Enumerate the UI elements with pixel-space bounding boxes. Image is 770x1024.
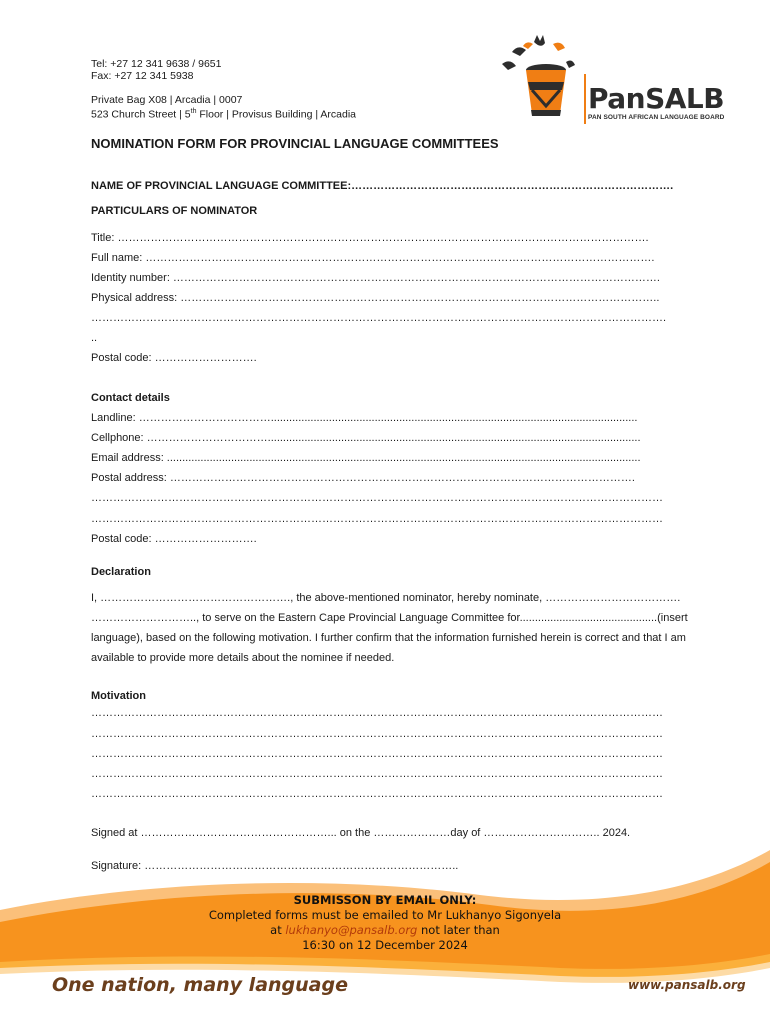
title-field[interactable]: Title: ……………………………………………………………………………………………………………………………….	[91, 232, 649, 244]
postal-address-cont-2[interactable]: …………………………………………………………………………………………………………………………………………	[91, 513, 663, 525]
contact-heading: Contact details	[91, 392, 170, 404]
logo-subtitle: PAN SOUTH AFRICAN LANGUAGE BOARD	[588, 114, 725, 121]
header-contact	[91, 58, 222, 82]
signed-at-field[interactable]: Signed at ……………………………………………... on the …………………day of ………………………….. 2024.	[91, 827, 631, 839]
street-address: 523 Church Street | 5th Floor | Provisus Building | Arcadia	[91, 108, 356, 121]
header-address	[91, 94, 356, 121]
submission-email-link[interactable]: lukhanyo@pansalb.org	[285, 923, 418, 937]
submission-deadline: 16:30 on 12 December 2024	[302, 938, 468, 952]
motivation-line[interactable]: …………………………………………………………………………………………………………………………………………	[91, 748, 663, 760]
submission-notice	[0, 893, 770, 953]
submission-line-1: Completed forms must be emailed to Mr Lukhanyo Sigonyela	[208, 908, 562, 922]
postal-address: Private Bag X08 | Arcadia | 0007	[91, 94, 243, 106]
postal-address-cont-1[interactable]: …………………………………………………………………………………………………………………………………………	[91, 492, 663, 504]
cellphone-field[interactable]: Cellphone: ……………………………..........................................................................................................................	[91, 432, 641, 444]
motivation-line[interactable]: …………………………………………………………………………………………………………………………………………	[91, 728, 663, 740]
motivation-heading: Motivation	[91, 690, 146, 702]
page-title: NOMINATION FORM FOR PROVINCIAL LANGUAGE COMMITTEES	[91, 136, 499, 151]
physical-address-dots: ..	[91, 332, 98, 344]
full-name-field[interactable]: Full name: ………………………………………………………………………………………………………………………….	[91, 252, 655, 264]
committee-name-field[interactable]: NAME OF PROVINCIAL LANGUAGE COMMITTEE:…………………………………………………………………………….	[91, 180, 674, 192]
fax: Fax: +27 12 341 5938	[91, 70, 194, 82]
footer-website-link[interactable]: www.pansalb.org	[628, 978, 746, 992]
motivation-line[interactable]: …………………………………………………………………………………………………………………………………………	[91, 788, 663, 800]
postal-address-field[interactable]: Postal address: ……………………………………………………………………………………………………………….	[91, 472, 635, 484]
declaration-line-1[interactable]: I, ……………………………………………., the above-mentioned nominator, hereby nominate, ……………………………….	[91, 592, 681, 604]
physical-address-field[interactable]: Physical address: …………………………………………………………………………………………………………………..	[91, 292, 660, 304]
declaration-line-4: available to provide more details about the nominee if needed.	[91, 652, 395, 664]
landline-field[interactable]: Landline: ………………………………........................................................................................................................	[91, 412, 638, 424]
signature-field[interactable]: Signature: …………………………………………………………………………..	[91, 860, 459, 872]
footer-tagline: One nation, many language	[52, 974, 348, 996]
submission-title: SUBMISSON BY EMAIL ONLY:	[293, 893, 477, 907]
email-field[interactable]: Email address: ...........................................................................................................................................................	[91, 452, 641, 464]
postal-code-field[interactable]: Postal code: ……………………….	[91, 352, 257, 364]
telephone: Tel: +27 12 341 9638 / 9651	[91, 58, 222, 70]
identity-number-field[interactable]: Identity number: …………………………………………………………………………………………………………………….	[91, 272, 660, 284]
motivation-line[interactable]: …………………………………………………………………………………………………………………………………………	[91, 707, 663, 719]
logo-wordmark: PanSALB	[588, 82, 725, 115]
declaration-line-3: language), based on the following motivation. I further confirm that the information furnished herein is correct and that I am	[91, 632, 686, 644]
physical-address-cont[interactable]: ………………………………………………………………………………………………………………………………………….	[91, 312, 667, 324]
submission-line-2: at lukhanyo@pansalb.org not later than	[270, 923, 500, 937]
declaration-heading: Declaration	[91, 566, 151, 578]
motivation-line[interactable]: …………………………………………………………………………………………………………………………………………	[91, 768, 663, 780]
particulars-heading: PARTICULARS OF NOMINATOR	[91, 205, 258, 217]
declaration-line-2[interactable]: ……………………….., to serve on the Eastern Cape Provincial Language Committee for.............................................(insert	[91, 612, 688, 624]
postal-code-field-2[interactable]: Postal code: ……………………….	[91, 533, 257, 545]
